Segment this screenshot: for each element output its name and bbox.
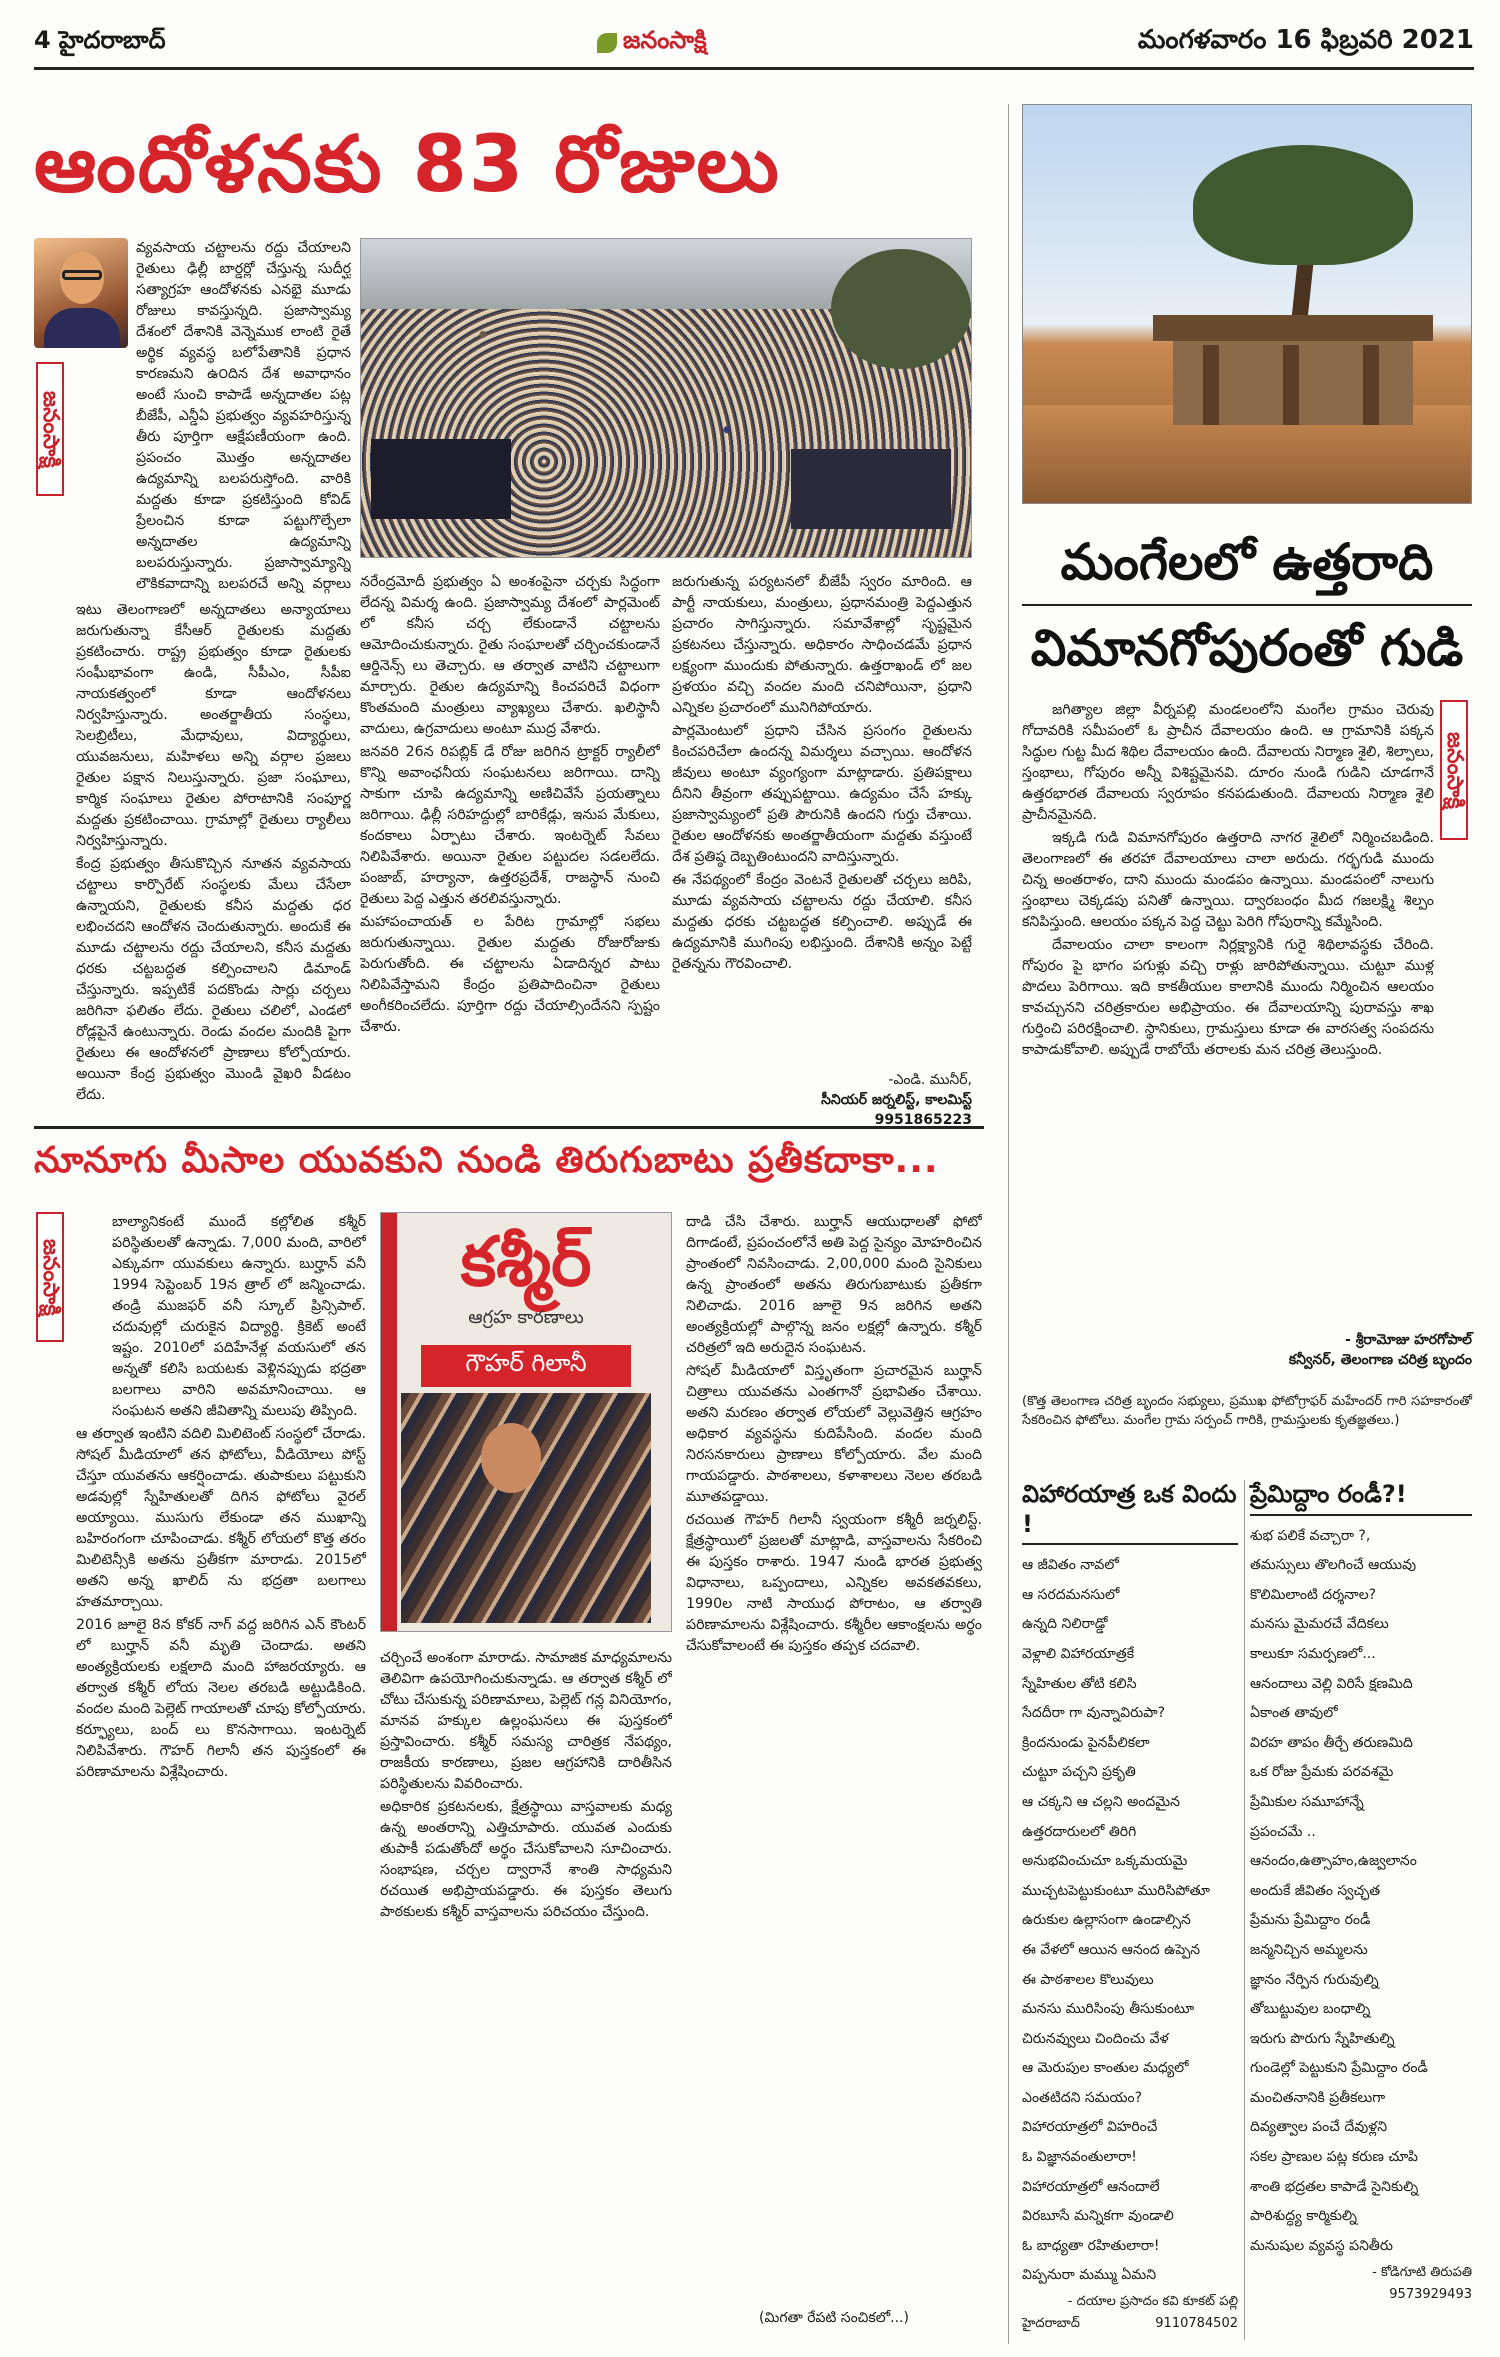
book-author: గౌహర్ గిలానీ xyxy=(421,1345,631,1387)
poem-line: మనసు మురిసింపు తీసుకుంటూ xyxy=(1022,2001,1195,2018)
poem-line: చిరునవ్వులు చిందించు వేళ xyxy=(1022,2030,1169,2047)
poem-line: ఎంతటిదని సమయం? xyxy=(1022,2089,1143,2106)
article1-paragraph: మహాపంచాయత్ ల పేరిట గ్రామాల్లో సభలు జరుగుతున్నాయి. రైతుల మద్దతు రోజురోజుకు పెరుగుతోంది. ఈ చట్టాలను ఏడాదిన్నర పాటు నిలిపివేస్తామని కేంద్రం ప్రతిపాదించినా రైతులు అంగీకరించలేదు. పూర్తిగా రద్దు చేయాల్సిందేనని స్పష్టం చేశారు. xyxy=(360,914,660,1035)
poem-line: కొలిమిలాంటి దర్శనాల? xyxy=(1250,1586,1377,1603)
temple-pillar xyxy=(1363,345,1379,425)
article3-paragraph: ఇక్కడి గుడి విమానగోపురం ఉత్తరాది నాగర శైలిలో నిర్మించబడింది. తెలంగాణలో ఈ తరహా దేవాలయాలు చాలా అరుదు. గర్భగుడి ముందు చిన్న అంతరాళం, దాని ముందు మండపం ఉన్నాయి. మండపంలో నాలుగు స్తంభాలు చెక్కడపు పనితో ఉన్నాయి. ద్వారబంధం మీద గజలక్ష్మి శిల్పం కనిపిస్తుంది. ఆలయం పక్కన పెద్ద చెట్టు పెరిగి గోపురాన్ని కమ్మేసింది. xyxy=(1022,830,1434,930)
article1-paragraph: జరుగుతున్న పర్యటనలో బీజేపీ స్వరం మారింది. ఆ పార్టీ నాయకులు, మంత్రులు, ప్రధానమంత్రి పెద్దఎత్తున ప్రచారం సాగిస్తున్నారు. సమావేశాల్లో సృష్టమైన ప్రకటనలు చేస్తున్నారు. అధికారం సాధించడమే ప్రధాన లక్ష్యంగా ముందుకు పోతున్నారు. ఉత్తరాఖండ్ లో జల ప్రళయం వచ్చి వందల మంది చనిపోయినా, ప్రధాని ఎన్నికల ప్రచారంలో మునిగిపోయారు. xyxy=(672,574,972,716)
poem-line: ఓ బాధ్యతా రహితులారా! xyxy=(1022,2237,1160,2254)
article1-paragraph: పార్లమెంటులో ప్రధాని చేసిన ప్రసంగం రైతులను కించపరిచేలా ఉందన్న విమర్శలు వచ్చాయి. ఆందోళన జీవులు అంటూ వ్యంగ్యంగా మాట్లాడారు. ప్రతిపక్షాలు దీనిని తీవ్రంగా తప్పుపట్టాయి. ఉద్యమం చేసే హక్కు ప్రజాస్వామ్యంలో ప్రతి పౌరునికి ఉందని గుర్తు చేశాయి. రైతుల ఆందోళనకు అంతర్జాతీయంగా మద్దతు వస్తుంటే దేశ ప్రతిష్ఠ దెబ్బతింటుందని వాదిస్తున్నారు. xyxy=(672,723,972,865)
poem-line: గుండెల్లో పెట్టుకుని ప్రేమిద్దాం రండీ xyxy=(1250,2060,1428,2077)
article3-headline xyxy=(1022,520,1472,690)
article3-paragraph: జగిత్యాల జిల్లా వీర్నపల్లి మండలంలోని మంగేల గ్రామం చెరువు గోదావరికి సమీపంలో ఓ ప్రాచీన దేవాలయం ఉంది. ఆ గ్రామానికి పక్కన సిద్ధుల గుట్ట మీద శిథిల దేవాలయం ఉంది. దేవాలయ నిర్మాణ శైలి, శిల్పాలు, స్తంభాలు, గోపురం అన్నీ విశిష్టమైనవి. దూరం నుండి గుడిని చూడగానే ఉత్తరభారత దేవాలయ స్వరూపం కనపడుతుంది. దేవాలయ నిర్మాణ శైలి ప్రాచీనమైనది. xyxy=(1022,702,1434,823)
poem2-phone: 9573929493 xyxy=(1389,2286,1472,2302)
poem-line: సేదదీరా గా వున్నావిరుపా? xyxy=(1022,1705,1166,1722)
poem-line: విహారయాత్రలో విహరించే xyxy=(1022,2119,1158,2136)
photo-tree-canopy xyxy=(1193,145,1413,265)
leaf-logo-icon xyxy=(597,33,617,53)
poem-line: విప్పనురా మమ్ము ఏమని xyxy=(1022,2267,1157,2284)
poem-line: దివ్యత్వాల పంచే దేవుళ్లని xyxy=(1250,2119,1388,2136)
poem-line: చుట్టూ పచ్చని ప్రకృతి xyxy=(1022,1764,1136,1781)
poem-line: జన్మనిచ్చిన అమ్మలను xyxy=(1250,1941,1368,1958)
article1-byline xyxy=(672,1070,972,1130)
article1-tag: జనంసాక్షి xyxy=(36,362,64,496)
article2-column-1 xyxy=(76,1212,366,2342)
photo-vehicle xyxy=(371,439,511,519)
newspaper-logo xyxy=(597,26,707,60)
poem-line: ప్రపంచమే .. xyxy=(1250,1823,1316,1840)
article1-paragraph: నరేంద్రమోదీ ప్రభుత్వం ఏ అంశంపైనా చర్చకు సిద్ధంగా లేదన్న విమర్శ ఉంది. ప్రజాస్వామ్య దేశంలో పార్లమెంట్ లో కనీస చర్చ లేకుండానే చట్టాలను ఆమోదించుకున్నారు. రైతు సంఘాలతో చర్చించకుండానే ఆర్డినెన్స్ లు తెచ్చారు. ఆ తర్వాత వాటిని చట్టాలుగా మార్చారు. రైతుల ఉద్యమాన్ని కించపరిచే విధంగా కొంతమంది మంత్రులు వ్యాఖ్యలు చేశారు. ఖలిస్థానీ వాదులు, ఉగ్రవాదులు అంటూ ముద్ర వేశారు. xyxy=(360,574,660,737)
article3-body xyxy=(1022,700,1434,1320)
poem-line: విహారయాత్రలో ఆనందాలే xyxy=(1022,2178,1160,2195)
book-cover-face xyxy=(481,1423,541,1493)
article2-paragraph: దాడి చేసి చేశారు. బుర్హాన్ ఆయుధాలతో ఫోటో దిగాడంటే, ప్రపంచంలోనే అతి పెద్ద సైన్యం మోహరించిన ప్రాంతంలో నివసించాడు. 2,00,000 మంది సైనికులు ఉన్న ప్రాంతంలో అతను తిరుగుబాటుకు ప్రతీకగా నిలిచాడు. 2016 జూలై 9న జరిగిన అతని అంత్యక్రియల్లో పాల్గొన్న జనం లక్షల్లో ఉన్నారు. కశ్మీర్ చరిత్రలో ఇది అరుదైన సంఘటన. xyxy=(686,1214,982,1356)
poem-line: స్నేహితుల తోటి కలిసి xyxy=(1022,1675,1137,1692)
article3-byline xyxy=(1022,1330,1472,1370)
poem-line: ఏకాంత తావులో xyxy=(1250,1705,1338,1722)
poem-line: ఉరుకుల ఉల్లాసంగా ఉండాల్సిన xyxy=(1022,1912,1191,1929)
article3-paragraph: దేవాలయం చాలా కాలంగా నిర్లక్ష్యానికి గురై శిథిలావస్థకు చేరింది. గోపురం పై భాగం పగుళ్లు వచ్చి రాళ్లు జారిపోతున్నాయి. చుట్టూ ముళ్ల పొదలు పెరిగాయి. ఇది కాకతీయుల కాలానికి ముందు నిర్మించిన ఆలయం కావచ్చునని చరిత్రకారుల అభిప్రాయం. ఈ దేవాలయాన్ని పురావస్తు శాఖ గుర్తించి పరిరక్షించాలి. స్థానికులు, గ్రామస్తులు కూడా ఈ వారసత్వ సంపదను కాపాడుకోవాలి. అప్పుడే రాబోయే తరాలకు మన చరిత్ర తెలుస్తుంది. xyxy=(1022,937,1434,1058)
photo-tree xyxy=(831,249,971,369)
poem1-phone: 9110784502 xyxy=(1155,2316,1238,2332)
article1-headline: ఆందోళనకు 83 రోజులు xyxy=(34,120,781,210)
photo-vehicle xyxy=(791,449,951,529)
poem-line: విరహ తాపం తీర్చే తరుణమిది xyxy=(1250,1734,1413,1751)
byline-role: సీనియర్ జర్నలిస్ట్, కాలమిస్ట్ xyxy=(821,1092,972,1108)
author-glasses xyxy=(62,270,102,280)
poem-line: శాంతి భద్రతల కాపాడే సైనికుల్ని xyxy=(1250,2178,1419,2195)
poem-line: ఇరుగు పొరుగు స్నేహితుల్ని xyxy=(1250,2030,1395,2047)
poem1 xyxy=(1022,1480,1238,2350)
article2-paragraph: 2016 జూలై 8న కోకర్ నాగ్ వద్ద జరిగిన ఎన్ కౌంటర్ లో బుర్హాన్ వనీ మృతి చెందాడు. అతని అంత్యక్రియలకు లక్షలాది మంది హాజరయ్యారు. ఆ తర్వాత కశ్మీర్ లోయ నెలల తరబడి అట్టుడికింది. వందల మంది పెల్లెట్ గాయాలతో చూపు కోల్పోయారు. కర్ఫ్యూలు, బంద్ లు కొనసాగాయి. ఇంటర్నెట్ నిలిపివేశారు. గౌహర్ గిలానీ తన పుస్తకంలో ఈ పరిణామాలను విశ్లేషించారు. xyxy=(76,1617,366,1780)
poem-line: వెళ్లాలి విహారయాత్రకే xyxy=(1022,1645,1135,1662)
poem-line: ఆ జీవితం నావలో xyxy=(1022,1557,1119,1574)
page-number: 4 xyxy=(34,25,51,54)
poem-line: ఆనందాలు వెల్లి విరిసే క్షణమిది xyxy=(1250,1675,1413,1692)
poem-line: అనుభవించుచూ ఒక్కమయమై xyxy=(1022,1853,1188,1870)
poem-line: తోబుట్టువుల బంధాల్ని xyxy=(1250,2001,1371,2018)
poem-line: జ్ఞానం నేర్పిన గురువుల్ని xyxy=(1250,1971,1379,1988)
article2-paragraph: అధికారిక ప్రకటనలకు, క్షేత్రస్థాయి వాస్తవాలకు మధ్య ఉన్న అంతరాన్ని ఎత్తిచూపారు. యువత ఎందుకు తుపాకీ పడుతోందో అర్థం చేసుకోవాలని సూచించారు. సంభాషణ, చర్చల ద్వారానే శాంతి సాధ్యమని రచయిత అభిప్రాయపడ్డారు. ఈ పుస్తకం తెలుగు పాఠకులకు కశ్మీర్ వాస్తవాలను పరిచయం చేస్తుంది. xyxy=(380,1799,672,1920)
author-shirt xyxy=(44,308,120,348)
article3-headline-line2: విమానగోపురంతో గుడి xyxy=(1030,619,1464,677)
poem-line: పారిశుద్ధ్య కార్మికుల్ని xyxy=(1250,2208,1358,2225)
farmers-protest-photo xyxy=(360,238,972,558)
poem-line: ఒక రోజు ప్రేమకు పరవశమై xyxy=(1250,1764,1394,1781)
article1-paragraph: ఈ నేపథ్యంలో కేంద్రం వెంటనే రైతులతో చర్చలు జరిపి, మూడు వ్యవసాయ చట్టాలను రద్దు చేయాలి. కనీస మద్దతు ధరకు చట్టబద్ధత కల్పించాలి. అప్పుడే ఈ ఉద్యమానికి ముగింపు లభిస్తుంది. దేశానికి అన్నం పెట్టే రైతన్నను గౌరవించాలి. xyxy=(672,872,972,972)
poem1-location-phone xyxy=(1022,2313,1238,2335)
poem1-title: విహారయాత్ర ఒక విందు ! xyxy=(1022,1480,1238,1545)
article1-paragraph: కేంద్ర ప్రభుత్వం తీసుకొచ్చిన నూతన వ్యవసాయ చట్టాలు కార్పొరేట్ సంస్థలకు మేలు చేసేలా ఉన్నాయని, రైతులకు కనీస మద్దతు ధర లభించదని ఆందోళన చెందుతున్నారు. అందుకే ఈ మూడు చట్టాలను రద్దు చేయాలని, కనీస మద్దతు ధరకు చట్టబద్ధత కల్పించాలని డిమాండ్ చేస్తున్నారు. ఇప్పటికే పదకొండు సార్లు చర్చలు జరిగినా ఫలితం లేదు. రైతులు చలిలో, ఎండలో రోడ్లపైనే ఉంటున్నారు. రెండు వందల మందికి పైగా రైతులు ఈ ఆందోళనలో ప్రాణాలు కోల్పోయారు. అయినా కేంద్ర ప్రభుత్వం మొండి వైఖరి వీడటం లేదు. xyxy=(76,856,351,1103)
poem-line: ఈ వేళలో ఆయిన ఆనంద ఉప్పెన xyxy=(1022,1941,1201,1958)
temple-roof xyxy=(1153,315,1433,341)
edition-name: హైదరాబాద్ xyxy=(58,25,166,54)
poem2-signature-block xyxy=(1250,2262,1472,2306)
article2-column-2 xyxy=(380,1648,672,2340)
article2-paragraph: బాల్యానికంటే ముందే కల్లోలిత కశ్మీర్ పరిస్థితులతో ఉన్నాడు. 7,000 మంది, వారిలో ఎక్కువగా యువకులు ఉన్నారు. బుర్హాన్ వనీ 1994 సెప్టెంబర్ 19న త్రాల్ లో జన్మించాడు. తండ్రి ముజఫర్ వనీ స్కూల్ ప్రిన్సిపాల్. చదువుల్లో చురుకైన విద్యార్థి. క్రికెట్ అంటే ఇష్టం. 2010లో పదిహేనేళ్ల వయసులో తన అన్నతో కలిసి బయటకు వెళ్లినప్పుడు భద్రతా బలగాలు వారిని అవమానించాయి. ఆ సంఘటన అతని జీవితాన్ని మలుపు తిప్పింది. xyxy=(112,1214,366,1419)
article2-tag: జనంసాక్షి xyxy=(36,1212,64,1342)
article1-column-1b xyxy=(76,600,351,1118)
poem-line: మనుషుల వ్యవస్థ పనితీరు xyxy=(1250,2237,1394,2254)
poem1-lines xyxy=(1022,1551,1238,2291)
poem2-signature: - కోడిగూటి తిరుపతి xyxy=(1372,2264,1472,2280)
article1-column-1 xyxy=(136,238,351,598)
poem-line: ఆ సరదమనసులో xyxy=(1022,1586,1120,1603)
article3-headline-line1: మంగేలలో ఉత్తరాది xyxy=(1022,520,1472,606)
issue-date: మంగళవారం 16 ఫిబ్రవరి 2021 xyxy=(1137,24,1474,55)
logo-text: జనంసాక్షి xyxy=(622,25,707,54)
article3-tag: జనంసాక్షి xyxy=(1440,700,1468,840)
poem-line: ఉన్నది నిలిరాడ్డో xyxy=(1022,1616,1108,1633)
poem-line: ప్రేమను ప్రేమిద్దాం రండీ xyxy=(1250,1912,1371,1929)
poem-line: మంచితనానికి ప్రతీకలుగా xyxy=(1250,2089,1386,2106)
article2-paragraph: ఆ తర్వాత ఇంటిని వదిలి మిలిటెంట్ సంస్థలో చేరాడు. సోషల్ మీడియాలో తన ఫోటోలు, వీడియోలు పోస్ట్ చేస్తూ యువతను ఆకర్షించాడు. తుపాకులు పట్టుకుని అడవుల్లో స్నేహితులతో దిగిన ఫోటోలు వైరల్ అయ్యాయి. ముసుగు లేకుండా తన ముఖాన్ని బహిరంగంగా చూపించాడు. కశ్మీర్ లోయలో కొత్త తరం మిలిటెన్సీకి అతను ప్రతీకగా మారాడు. 2015లో అతని అన్న ఖాలిద్ ను భద్రతా బలగాలు హతమార్చాయి. xyxy=(76,1426,366,1610)
poem-line: ప్రేమికుల సమూహాన్నే xyxy=(1250,1793,1364,1810)
poem-line: ఆనందం,ఉత్సాహం,ఉజ్వలానం xyxy=(1250,1853,1417,1870)
book-spine xyxy=(381,1213,397,1631)
temple-pillar xyxy=(1283,345,1299,425)
article1-column-2 xyxy=(360,572,660,1118)
poem-line: క్రిందనుండు పైనపీలికలా xyxy=(1022,1734,1150,1751)
article3-note: (కొత్త తెలంగాణ చరిత్ర బృందం సభ్యులు, ప్రముఖ ఫోటోగ్రాఫర్ మహేందర్ గారి సహకారంతో సేకరించిన ఫోటోలు. మంగేల గ్రామ సర్పంచ్ గారికి, గ్రామస్తులకు కృతజ్ఞతలు.) xyxy=(1022,1394,1472,1428)
article1-paragraph: ఇటు తెలంగాణలో అన్నదాతలు అన్యాయాలు జరుగుతున్నా కేసీఆర్ రైతులకు మద్దతు ప్రకటించారు. రాష్ట్ర ప్రభుత్వం కూడా రైతులకు సంఘీభావంగా ఉండి, సీపీఎం, సీపీఐ నాయకత్వంలో కూడా ఆందోళనలు నిర్వహిస్తున్నారు. అంతర్జాతీయ సంస్థలు, సెలబ్రిటీలు, మేధావులు, విద్యార్థులు, యువజనులు, మహిళలు అన్ని వర్గాల ప్రజలు రైతుల పక్షాన నిలుస్తున్నారు. ప్రజా సంఘాలు, కార్మిక సంఘాలు రైతుల పోరాటానికి సంపూర్ణ మద్దతు ప్రకటించాయి. గ్రామాల్లో రైతులు ర్యాలీలు నిర్వహిస్తున్నారు. xyxy=(76,602,351,849)
column-divider xyxy=(1244,1480,1245,2340)
article2-column-3 xyxy=(686,1212,982,2322)
poem1-location: హైదరాబాద్ xyxy=(1022,2316,1080,2332)
byline-role: కన్వీనర్, తెలంగాణ చరిత్ర బృందం xyxy=(1288,1352,1472,1368)
book-cover xyxy=(380,1212,672,1632)
poem-line: ఈ పాఠశాలల కొలువులు xyxy=(1022,1971,1154,1988)
poem-line: విరబూసే మన్నికగా వుండాలి xyxy=(1022,2208,1174,2225)
byline-name: - శ్రీరామోజు హరగోపాల్ xyxy=(1345,1332,1472,1348)
poem-line: కాలుకూ సమర్పణలో... xyxy=(1250,1645,1376,1662)
section-divider xyxy=(34,1126,984,1129)
article2-column-1-inner xyxy=(76,1212,366,1422)
poem-line: ముచ్చటపెట్టుకుంటూ మురిసిపోతూ xyxy=(1022,1882,1210,1899)
poem-line: అందుకే జీవితం స్వచ్ఛత xyxy=(1250,1882,1381,1899)
byline-phone: 9951865223 xyxy=(874,1112,972,1128)
poem-line: ఆ మెరుపుల కాంతుల మధ్యలో xyxy=(1022,2060,1189,2077)
masthead-left xyxy=(34,26,166,60)
temple-pillar xyxy=(1203,345,1219,425)
poem2 xyxy=(1250,1480,1472,2350)
poem-line: మనసు మైమరచే వేదికలు xyxy=(1250,1616,1389,1633)
poem1-signature: - దయాల ప్రసాదం కవి కూకట్ పల్లి xyxy=(1067,2294,1238,2310)
column-divider xyxy=(1008,104,1009,2344)
masthead xyxy=(34,18,1474,70)
book-title: కశ్మీర్ xyxy=(460,1223,592,1302)
poem-line: ఓ విజ్ఞానవంతులారా! xyxy=(1022,2149,1137,2166)
poem-line: ఆ చక్కని ఆ చల్లని అందమైన xyxy=(1022,1793,1180,1810)
poem-line: శుభ పలికే వచ్చారా ?, xyxy=(1250,1527,1371,1544)
poem2-lines xyxy=(1250,1522,1472,2262)
article2-paragraph: రచయిత గౌహర్ గిలానీ స్వయంగా కశ్మీరీ జర్నలిస్ట్. క్షేత్రస్థాయిలో ప్రజలతో మాట్లాడి, వాస్తవాలను సేకరించి ఈ పుస్తకం రాశారు. 1947 నుండి భారత ప్రభుత్వ విధానాలు, ఒప్పందాలు, ఎన్నికల అవకతవకలు, 1990ల నాటి సాయుధ పోరాటం, ఆ తర్వాతి పరిణామాలను విశ్లేషించారు. కశ్మీరీల ఆకాంక్షలను అర్థం చేసుకోవాలంటే ఈ పుస్తకం తప్పక చదవాలి. xyxy=(686,1512,982,1654)
article2-paragraph: సోషల్ మీడియాలో విస్తృతంగా ప్రచారమైన బుర్హాన్ చిత్రాలు యువతను ఎంతగానో ప్రభావితం చేశాయి. అతని మరణం తర్వాత లోయలో వెల్లువెత్తిన ఆగ్రహం అధికార వ్యవస్థను కుదిపేసింది. వందల మంది నిరసనకారులు ప్రాణాలు కోల్పోయారు. వేల మంది గాయపడ్డారు. పాఠశాలలు, కళాశాలలు నెలల తరబడి మూతపడ్డాయి. xyxy=(686,1363,982,1505)
book-subtitle: ఆగ్రహ కారణాలు xyxy=(468,1307,584,1328)
byline-name: -ఎండి. మునీర్, xyxy=(888,1072,972,1088)
article2-headline: నూనూగు మీసాల యువకుని నుండి తిరుగుబాటు ప్రతీకదాకా... xyxy=(34,1140,939,1181)
article1-column-3 xyxy=(672,572,972,1072)
article2-paragraph: చర్చించే అంశంగా మారాడు. సామాజిక మాధ్యమాలను తెలివిగా ఉపయోగించుకున్నాడు. ఆ తర్వాత కశ్మీర్ లో చోటు చేసుకున్న పరిణామాలు, పెల్లెట్ గన్ల వినియోగం, మానవ హక్కుల ఉల్లంఘనలు ఈ పుస్తకంలో ప్రస్తావించారు. కశ్మీర్ సమస్య చారిత్రక నేపథ్యం, రాజకీయ కారణాలు, ప్రజల ఆగ్రహానికి దారితీసిన పరిస్థితులను వివరించారు. xyxy=(380,1650,672,1792)
article1-paragraph: జనవరి 26న రిపబ్లిక్ డే రోజు జరిగిన ట్రాక్టర్ ర్యాలీలో కొన్ని అవాంఛనీయ సంఘటనలు జరిగాయి. దాన్ని సాకుగా చూపి ఉద్యమాన్ని అణిచివేసే ప్రయత్నాలు జరిగాయి. ఢిల్లీ సరిహద్దుల్లో బారికేడ్లు, ఇనుప మేకులు, కందకాలు ఏర్పాటు చేశారు. ఇంటర్నెట్ సేవలు నిలిపివేశారు. అయినా రైతుల పట్టుదల సడలలేదు. పంజాబ్, హర్యానా, ఉత్తరప్రదేశ్, రాజస్థాన్ నుంచి రైతులు పెద్ద ఎత్తున తరలివస్తున్నారు. xyxy=(360,744,660,907)
poem2-title: ప్రేమిద్దాం రండీ?! xyxy=(1250,1480,1472,1516)
poem1-signature-block xyxy=(1022,2291,1238,2335)
article1-paragraph: వ్యవసాయ చట్టాలను రద్దు చేయాలని రైతులు ఢిల్లీ బార్డర్లో చేస్తున్న సుదీర్ఘ సత్యాగ్రహ ఆందోళనకు ఎనభై మూడు రోజులు కావస్తున్నది. ప్రజాస్వామ్య దేశంలో దేశానికి వెన్నెముక లాంటి రైతే అర్థిక వ్యవస్థ బలోపేతానికి ప్రధాన కారణమని ఉ౦దిన దేశ అవాధానం అంటే సుంచి కాపాడే అన్నదాతల పట్ల బీజేపీ, ఎన్డీఏ ప్రభుత్వం వ్యవహరిస్తున్న తీరు పూర్తిగా ఆక్షేపణీయంగా ఉంది. ప్రపంచం మొత్తం అన్నదాతల ఉద్యమాన్ని బలపరుస్తోంది. వారికి మద్దతు కూడా ప్రకటిస్తుంది కోవిడ్ ప్రేలంచిన కూడా పట్టుగొల్పేలా అన్నదాతల ఉద్యమాన్ని బలపరుస్తున్నారు. ప్రజాస్వామ్యాన్ని లౌకికవాదాన్ని బలపరచే అన్ని వర్గాలు xyxy=(136,240,351,592)
continued-note: (మిగతా రేపటి సంచికలో...) xyxy=(759,2310,909,2326)
author-photo xyxy=(34,238,128,348)
poem-line: తమస్సులు తొలగించే ఆయువు xyxy=(1250,1557,1417,1574)
temple-photo xyxy=(1022,104,1472,504)
poem-line: సకల ప్రాణుల పట్ల కరుణ చూపి xyxy=(1250,2149,1418,2166)
poem-line: ఉత్తరదారులలో తిరిగి xyxy=(1022,1823,1137,1840)
